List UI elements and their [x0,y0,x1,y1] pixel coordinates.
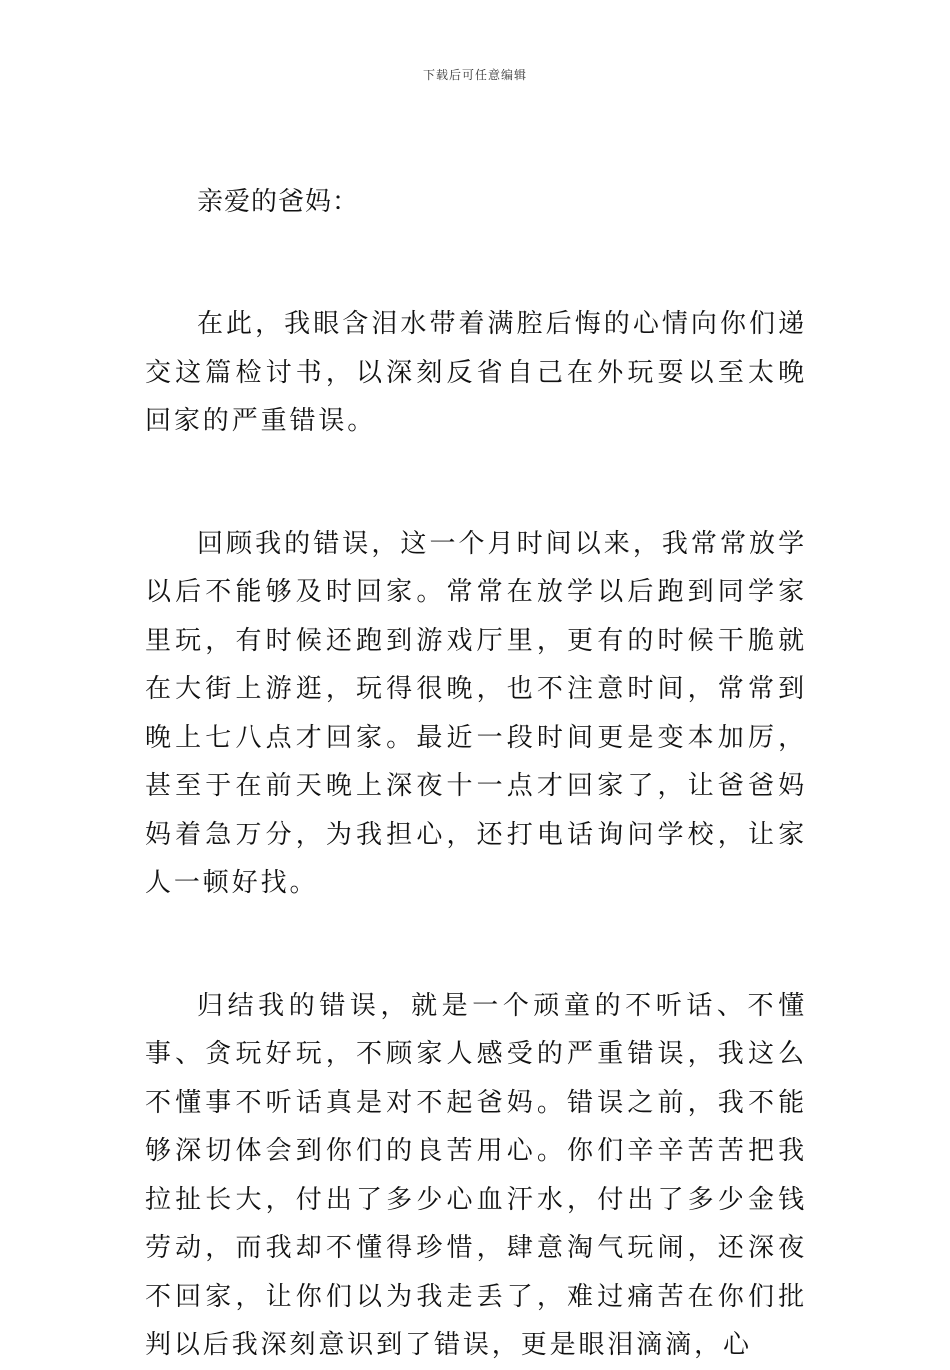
paragraph-spacer [145,226,807,300]
paragraph-spacer [145,908,807,982]
paragraph-2: 回顾我的错误，这一个月时间以来，我常常放学以后不能够及时回家。常常在放学以后跑到同学家里玩，有时候还跑到游戏厅里，更有的时候干脆就在大街上游逛，玩得很晚，也不注意时间，常常到晚上七八点才回家。最近一段时间更是变本加厉，甚至于在前天晚上深夜十一点才回家了，让爸爸妈妈着急万分，为我担心，还打电话询问学校，让家人一顿好找。 [145,528,807,898]
salutation: 亲爱的爸妈： [197,187,360,217]
header-note: 下载后可任意编辑 [422,68,527,82]
letter-body [145,178,807,1370]
paragraph-3: 归结我的错误，就是一个顽童的不听话、不懂事、贪玩好玩，不顾家人感受的严重错误，我这么不懂事不听话真是对不起爸妈。错误之前，我不能够深切体会到你们的良苦用心。你们辛辛苦苦把我拉扯长大，付出了多少心血汗水，付出了多少金钱劳动，而我却不懂得珍惜，肆意淘气玩闹，还深夜不回家，让你们以为我走丢了，难过痛苦在你们批判以后我深刻意识到了错误，更是眼泪滴滴，心 [145,990,807,1360]
paragraph-spacer [145,446,807,520]
paragraph-1: 在此，我眼含泪水带着满腔后悔的心情向你们递交这篇检讨书，以深刻反省自己在外玩耍以至太晚回家的严重错误。 [145,309,807,436]
